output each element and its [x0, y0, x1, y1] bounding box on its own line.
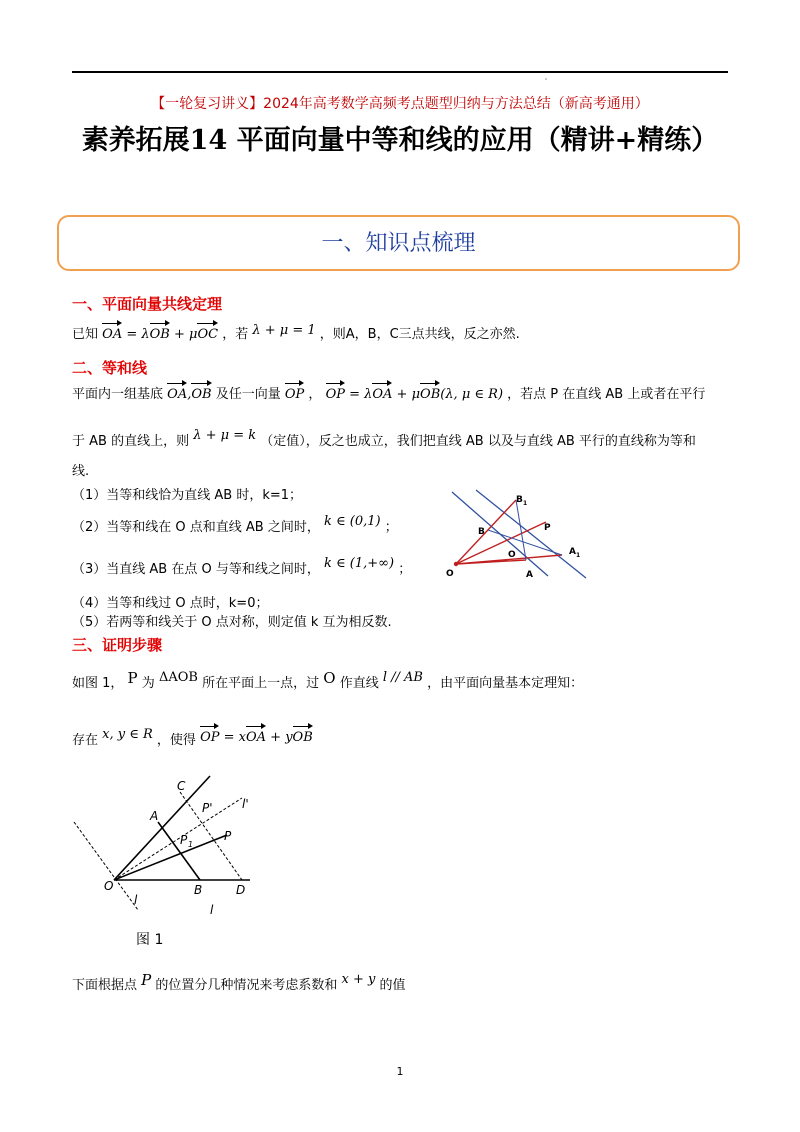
label-a1-sub: 1 [576, 552, 581, 559]
equal-sum-line [476, 490, 586, 578]
label-a: A [150, 809, 159, 823]
text: 及任一向量 [215, 387, 281, 402]
point-o [454, 562, 458, 566]
text: 的位置分几种情况来考虑系数和 [155, 978, 338, 993]
segment-ab [158, 822, 200, 880]
formula: k ∈ (1,+∞) [324, 556, 395, 571]
paragraph-figure1 [72, 668, 583, 694]
formula-op: OP [285, 387, 304, 402]
label-b1: B [516, 495, 523, 505]
text: 的值 [379, 978, 406, 993]
text: 平面内一组基底 [72, 387, 164, 402]
label-p1-sub: 1 [188, 840, 194, 849]
label-a: A [526, 570, 533, 580]
text: 于 AB 的直线上，则 [72, 434, 190, 449]
formula-xy: x, y ∈ R [102, 727, 153, 742]
formula-x-plus-y: x + y [341, 972, 376, 987]
formula-oa: OA = λOB + μOC [102, 327, 218, 342]
paragraph-parallel [72, 426, 696, 452]
vector-ob1 [456, 500, 516, 564]
text: （定值），反之也成立，我们把直线 AB 以及与直线 AB 平行的直线称为等和 [260, 434, 696, 449]
series-title: 【一轮复习讲义】2024年高考数学高频考点题型归纳与方法总结（新高考通用） [151, 96, 649, 112]
heading-proof-steps: 三、证明步骤 [72, 636, 163, 654]
text: ，使得 [156, 733, 196, 748]
page-title: 素养拓展14 平面向量中等和线的应用（精讲+精练） [81, 125, 719, 156]
page-number: 1 [396, 1065, 404, 1078]
label-l-bottom: l [210, 903, 214, 917]
heading-collinear-theorem: 一、平面向量共线定理 [72, 295, 223, 313]
label-l: l [134, 893, 138, 907]
symbol-p: P [141, 971, 152, 989]
symbol-o: O [323, 669, 336, 687]
label-b: B [478, 527, 485, 537]
formula-op-xy: OP = xOA + yOB [200, 730, 313, 745]
equal-sum-line-figure [438, 484, 600, 584]
text: （2）当等和线在 O 点和直线 AB 之间时， [72, 520, 320, 535]
label-p-prime: P' [202, 801, 213, 815]
text: ； [398, 562, 412, 577]
label-a1: A [569, 547, 576, 557]
ray-op [114, 835, 227, 880]
figure-1 [72, 772, 262, 952]
formula-parallel: l // AB [382, 670, 423, 685]
text: 已知 [72, 327, 99, 342]
list-item [72, 554, 411, 580]
heading-equal-sum-line: 二、等和线 [72, 359, 148, 377]
text: ，若 [222, 327, 249, 342]
list-item [72, 512, 398, 538]
text: 作直线 [339, 676, 379, 691]
header-rule [72, 71, 728, 73]
formula-triangle: ΔAOB [158, 670, 198, 685]
formula-op-decomp: OP = λOA + μOB(λ, μ ∈ R) [326, 387, 503, 402]
section-box-label: 一、知识点梳理 [321, 231, 476, 256]
segment [516, 500, 526, 560]
paragraph-collinear [72, 321, 520, 345]
text: ，由平面向量基本定理知： [427, 676, 584, 691]
label-b1-sub: 1 [523, 500, 528, 507]
label-o: O [104, 879, 114, 893]
label-p: P [544, 523, 551, 533]
paragraph-cases [72, 970, 406, 996]
list-item: （5）若两等和线关于 O 点对称，则定值 k 互为相反数. [72, 615, 392, 630]
formula-k: λ + μ = k [193, 428, 257, 443]
formula-basis: OA,OB [167, 387, 211, 402]
list-item: （4）当等和线过 O 点时，k=0； [72, 596, 269, 611]
figure-caption: 图 1 [136, 932, 164, 948]
decorative-dot [545, 78, 547, 80]
symbol-p: P [127, 669, 138, 687]
text: ，若点 P 在直线 AB 上或者在平行 [507, 387, 706, 402]
list-item: （1）当等和线恰为直线 AB 时，k=1； [72, 488, 303, 503]
formula-lambda-mu: λ + μ = 1 [252, 323, 316, 338]
line-l [74, 822, 138, 910]
paragraph-exists [72, 725, 313, 751]
label-b: B [194, 883, 203, 897]
section-box [57, 215, 740, 271]
text: ，则A，B，C三点共线，反之亦然. [319, 327, 520, 342]
label-o-center: O [508, 550, 516, 560]
text: 所在平面上一点，过 [202, 676, 320, 691]
label-p1: P [180, 833, 188, 847]
paragraph-end: 线. [72, 464, 90, 479]
label-p: P [224, 829, 232, 843]
text: 下面根据点 [72, 978, 138, 993]
text: 为 [141, 676, 155, 691]
formula: k ∈ (0,1) [324, 514, 381, 529]
label-d: D [236, 883, 246, 897]
text: 存在 [72, 733, 99, 748]
text: ， [308, 387, 322, 402]
label-o: O [446, 569, 454, 579]
text: （3）当直线 AB 在点 O 与等和线之间时， [72, 562, 320, 577]
paragraph-basis [72, 385, 705, 405]
text: ； [384, 520, 398, 535]
label-l-prime: l' [242, 797, 249, 811]
text: 如图 1， [72, 676, 124, 691]
label-c: C [177, 779, 186, 793]
